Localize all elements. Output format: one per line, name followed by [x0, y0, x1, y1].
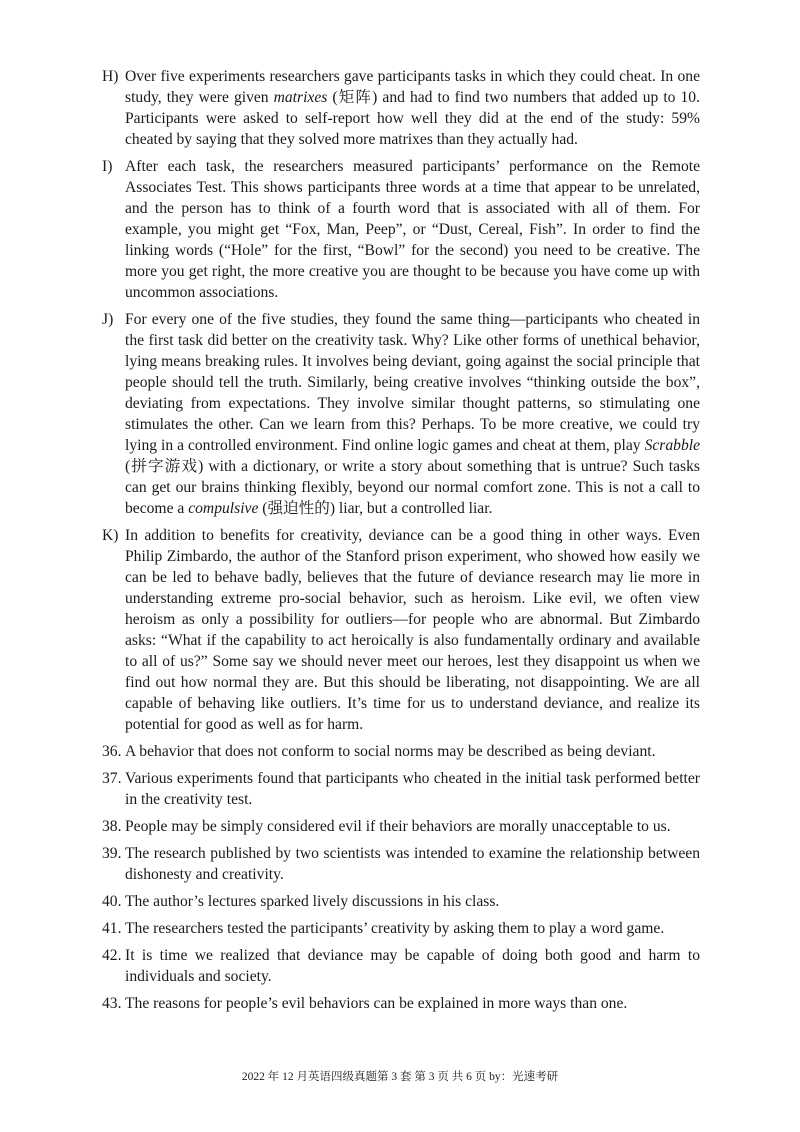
- paragraph-label: I): [102, 158, 113, 175]
- italic-term: matrixes: [273, 89, 328, 106]
- text-segment: For every one of the five studies, they found the same thing—participants who cheated in the first task did better on the creativity task. Why? Like other forms of unethical behavior, lying means breaking rules. It involves being deviant, going against the social principle that people should tell the truth. Similarly, being creative involves “thinking outside the box”, deviating from expectations. They involve similar thought patterns, so stimulating one stimulates the other. Can we learn from this? Perhaps. To be more creative, we could try lying in a controlled environment. Find online logic games and cheat at them, play: [125, 311, 700, 454]
- question-item: [102, 918, 700, 939]
- question-number: 40.: [102, 893, 122, 910]
- question-text: The reasons for people’s evil behaviors can be explained in more ways than one.: [125, 995, 628, 1012]
- text-segment: (拼字游戏) with a dictionary, or write a story about something that is untrue? Such tasks can get our brains thinking flexibly, beyond our normal comfort zone. This is not a call to become a: [125, 458, 700, 517]
- paragraph-text: [125, 309, 700, 519]
- question-number: 43.: [102, 995, 122, 1012]
- paragraph-text: [125, 156, 700, 303]
- question-number: 42.: [102, 947, 122, 964]
- paragraph: [102, 156, 700, 303]
- paragraph: [102, 525, 700, 735]
- question-item: [102, 993, 700, 1014]
- text-segment: After each task, the researchers measured participants’ performance on the Remote Associates Test. This shows participants three words at a time that appear to be unrelated, and the person has to think of a fourth word that is associated with all of them. For example, you might get “Fox, Man, Peep”, or “Dust, Cereal, Fish”. In order to find the linking words (“Hole” for the first, “Bowl” for the second) you need to be creative. The more you get right, the more creative you are thought to be because you have come up with uncommon associations.: [125, 158, 700, 301]
- question-text: Various experiments found that participants who cheated in the initial task performed better in the creativity test.: [125, 770, 700, 808]
- document-page: [102, 66, 700, 1020]
- page-footer: 2022 年 12 月英语四级真题第 3 套 第 3 页 共 6 页 by：光速考研: [241, 1071, 559, 1083]
- question-number: 37.: [102, 770, 122, 787]
- question-text: People may be simply considered evil if their behaviors are morally unacceptable to us.: [125, 818, 671, 835]
- question-item: [102, 843, 700, 885]
- text-segment: (矩阵) and had to find two numbers that added up to 10. Participants were asked to self-report how well they did at the end of the study: 59% cheated by saying that they solved more matrixes than they actually had.: [125, 89, 700, 148]
- question-text: The author’s lectures sparked lively discussions in his class.: [125, 893, 500, 910]
- text-segment: In addition to benefits for creativity, deviance can be a good thing in other ways. Even Philip Zimbardo, the author of the Stanford prison experiment, who showed how easily we can be led to behave badly, believes that the future of deviance research may lie more in understanding extreme pro-social behavior, such as heroism. Like evil, we often view heroism as only a possibility for outliers—for people who are abnormal. But Zimbardo asks: “What if the capability to act heroically is also fundamentally ordinary and available to all of us?” Some say we should never meet our heroes, lest they disappoint us when we find out how normal they are. But this should be liberating, not disappointing. We are all capable of behaving like outliers. It’s time for us to understand deviance, and realize its potential for good as well as for harm.: [125, 527, 700, 733]
- question-text: The researchers tested the participants’ creativity by asking them to play a word game.: [125, 920, 665, 937]
- italic-term: Scrabble: [644, 437, 700, 454]
- question-text: A behavior that does not conform to social norms may be described as being deviant.: [125, 743, 656, 760]
- question-item: [102, 816, 700, 837]
- paragraph-text: [125, 525, 700, 735]
- paragraph-label: K): [102, 527, 119, 544]
- question-text: It is time we realized that deviance may be capable of doing both good and harm to individuals and society.: [125, 947, 700, 985]
- question-number: 39.: [102, 845, 122, 862]
- text-segment: (强迫性的) liar, but a controlled liar.: [258, 500, 493, 517]
- question-item: [102, 768, 700, 810]
- paragraph: [102, 309, 700, 519]
- question-number: 36.: [102, 743, 122, 760]
- paragraph: [102, 66, 700, 150]
- question-item: [102, 891, 700, 912]
- paragraph-label: H): [102, 68, 119, 85]
- question-number: 38.: [102, 818, 122, 835]
- paragraph-label: J): [102, 311, 114, 328]
- paragraph-text: [125, 66, 700, 150]
- question-text: The research published by two scientists was intended to examine the relationship between dishonesty and creativity.: [125, 845, 700, 883]
- italic-term: compulsive: [188, 500, 259, 517]
- question-item: [102, 945, 700, 987]
- question-item: [102, 741, 700, 762]
- text-segment: Over five experiments researchers gave participants tasks in which they could cheat. In one study, they were given: [125, 68, 700, 106]
- question-number: 41.: [102, 920, 122, 937]
